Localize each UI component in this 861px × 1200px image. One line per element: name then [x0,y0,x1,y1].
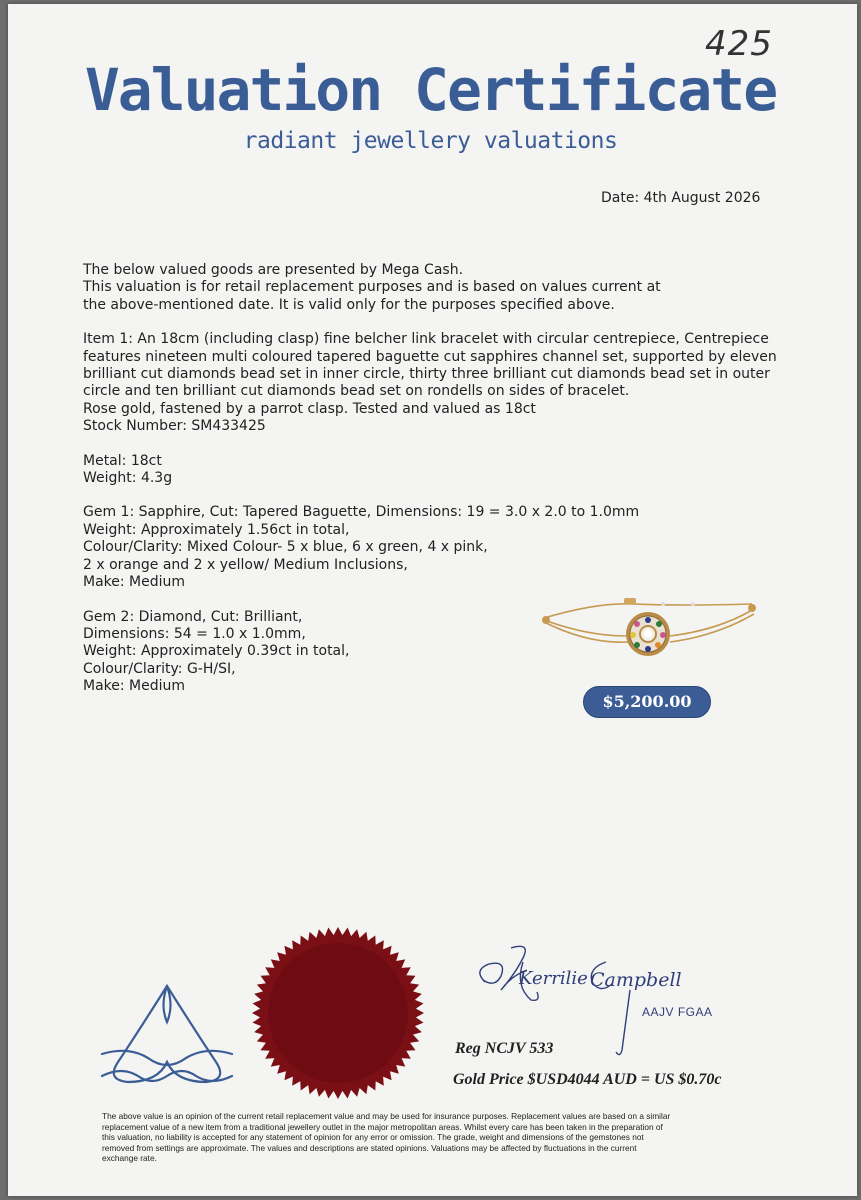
gem2-line: Colour/Clarity: G-H/SI, [83,660,236,677]
disclaimer-line: replacement value of a new item from a traditional jewellery outlet in the major metropolitan areas. Whilst every care has been taken in the preparation of [102,1121,663,1132]
gem2-line: Make: Medium [83,678,186,695]
item-line: features nineteen multi coloured tapered baguette cut sapphires channel set, supported by eleven [83,348,777,365]
intro-line: This valuation is for retail replacement purposes and is based on values current at [83,279,661,296]
bracelet-photo [538,592,760,662]
handwritten-number: 425 [705,24,773,64]
intro-line: the above-mentioned date. It is valid only for the purposes specified above. [83,296,615,313]
gem2-line: Weight: Approximately 0.39ct in total, [83,643,350,660]
disclaimer-line: exchange rate. [102,1153,157,1164]
gem1-line: Colour/Clarity: Mixed Colour- 5 x blue, 6 x green, 4 x pink, [83,539,488,556]
valuation-date: Date: 4th August 2026 [601,190,761,206]
gem1-line: Gem 1: Sapphire, Cut: Tapered Baguette, Dimensions: 19 = 3.0 x 2.0 to 1.0mm [83,504,640,521]
stock-number: Stock Number: SM433425 [83,418,266,435]
certificate-title: Valuation Certificate [84,56,777,124]
disclaimer-line: The above value is an opinion of the current retail replacement value and may be used for insurance purposes. Replacement values are based on a similar [102,1111,671,1121]
item-line: Item 1: An 18cm (including clasp) fine belcher link bracelet with circular centrepiece, Centrepiece [83,331,769,348]
metal-line: Metal: 18ct [83,452,162,469]
registration-number: Reg NCJV 533 [455,1040,554,1057]
item-line: circle and ten brilliant cut diamonds bead set on rondells on sides of bracelet. [83,383,630,400]
signature-first-text: Kerrilie [519,968,588,989]
gem2-line: Gem 2: Diamond, Cut: Brilliant, [83,608,303,625]
intro-line: The below valued goods are presented by Mega Cash. [83,262,464,278]
infinity-knot-emblem-icon [98,982,236,1094]
gem1-line: 2 x orange and 2 x yellow/ Medium Inclusions, [83,556,408,573]
red-wax-seal-icon [250,925,426,1101]
gem2-line: Dimensions: 54 = 1.0 x 1.0mm, [83,625,306,642]
disclaimer [102,1111,782,1164]
disclaimer-line: removed from settings are approximate. The values and descriptions are stated opinions. Valuations may be affected by fluctuations in the current [102,1142,637,1153]
signature-credentials: AAJV FGAA [642,1005,713,1019]
gem1-line: Make: Medium [83,574,186,591]
signature-first-name [471,940,601,1002]
signature-last-text: Campbell [590,969,682,991]
company-subtitle: radiant jewellery valuations [243,128,618,154]
disclaimer-line: this valuation, no liability is accepted for any statement of opinion for any error or omission. The grade, weight and dimensions of the gemstones not [102,1132,644,1143]
weight-line: Weight: 4.3g [83,470,173,487]
gem1-line: Weight: Approximately 1.56ct in total, [83,521,350,538]
item-line: brilliant cut diamonds bead set in inner circle, thirty three brilliant cut diamonds bead set in outer [83,366,770,383]
item-line: Rose gold, fastened by a parrot clasp. Tested and valued as 18ct [83,400,536,417]
valuation-price-badge: $5,200.00 [583,686,711,718]
gold-price: Gold Price $USD4044 AUD = US $0.70c [453,1071,722,1088]
